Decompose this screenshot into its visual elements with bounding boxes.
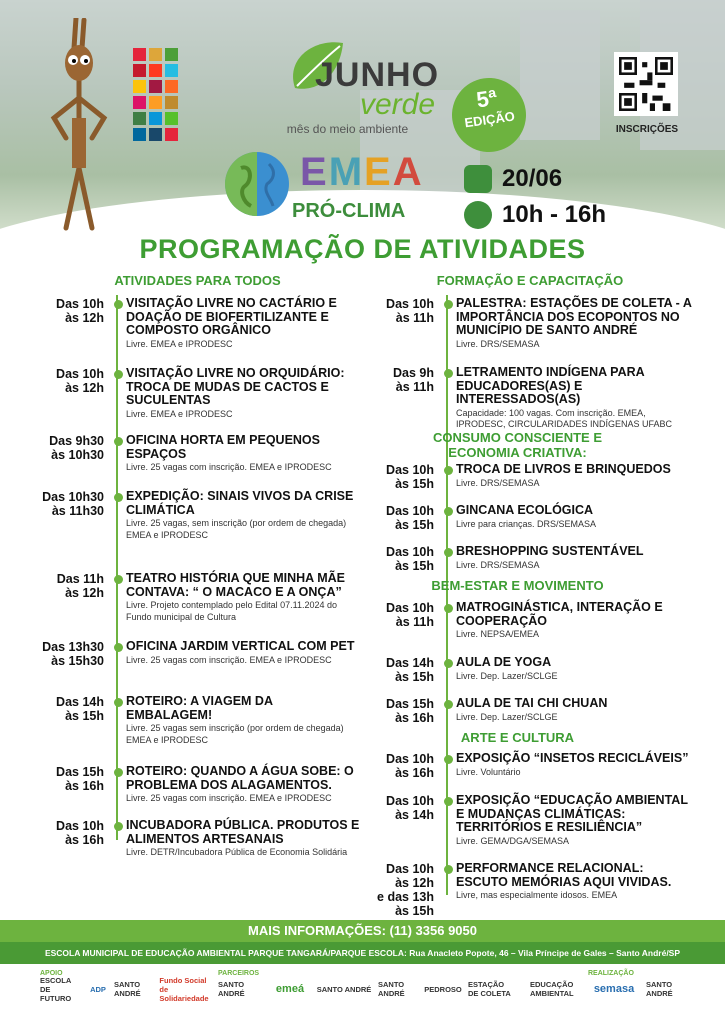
- qr-code[interactable]: [614, 52, 678, 116]
- event-title: VISITAÇÃO LIVRE NO ORQUIDÁRIO: TROCA DE MUDAS DE CACTOS E SUCULENTAS: [126, 366, 345, 407]
- page-title: PROGRAMAÇÃO DE ATIVIDADES: [139, 234, 586, 264]
- event-body: [456, 601, 696, 641]
- event-time-line: Das 15h: [56, 765, 104, 779]
- event-time-line: às 12h: [65, 311, 104, 325]
- event-title: OFICINA HORTA EM PEQUENOS ESPAÇOS: [126, 433, 320, 461]
- event-title: AULA DE TAI CHI CHUAN: [456, 696, 608, 710]
- timeline-dot: [444, 797, 453, 806]
- edition-number: 5ª: [474, 84, 499, 113]
- event-title: EXPOSIÇÃO “EDUCAÇÃO AMBIENTAL E MUDANÇAS CLIMÁTICAS: TERRITÓRIOS E RESILIÊNCIA”: [456, 793, 688, 834]
- event-info: Livre. NEPSA/EMEA: [456, 629, 540, 639]
- emea-logo: [300, 150, 424, 195]
- timeline-dot: [114, 575, 123, 584]
- event-title: OFICINA JARDIM VERTICAL COM PET: [126, 639, 355, 653]
- event-info: Livre. 25 vagas com inscrição. EMEA e IPRODESC: [126, 793, 332, 803]
- event-title: BRESHOPPING SUSTENTÁVEL: [456, 544, 644, 558]
- timeline-dot: [114, 437, 123, 446]
- event-time-line: às 12h: [65, 586, 104, 600]
- event-time-line: Das 10h: [386, 862, 434, 876]
- event-body: [126, 572, 361, 623]
- event-time-line: às 16h: [395, 766, 434, 780]
- timeline-dot: [444, 755, 453, 764]
- event-info: Capacidade: 100 vagas. Com inscrição. EMEA, IPRODESC, CIRCULARIDADES INDÍGENAS UFABC: [456, 407, 673, 429]
- city-building: [520, 10, 600, 140]
- subheading-consumo: CONSUMO CONSCIENTE E ECONOMIA CRIATIVA:: [432, 430, 602, 460]
- subheading-bem-estar: BEM-ESTAR E MOVIMENTO: [431, 578, 604, 593]
- edition-label: EDIÇÃO: [463, 108, 516, 131]
- event-info: Livre. DRS/SEMASA: [456, 477, 540, 488]
- event-time-line: às 15h: [395, 904, 434, 918]
- event-body: [126, 640, 361, 666]
- event-time-line: às 12h: [395, 876, 434, 890]
- partner-logo: SANTO ANDRÉ: [114, 980, 141, 998]
- event-title: MATROGINÁSTICA, INTERAÇÃO E COOPERAÇÃO: [456, 600, 663, 628]
- event-body: [126, 819, 361, 859]
- emea-letter: E: [364, 150, 393, 194]
- partner-logo: Fundo Social de Solidariedade: [159, 975, 209, 1003]
- event-time: [350, 656, 434, 684]
- partner-logo: PEDROSO: [424, 984, 462, 994]
- event-title: TEATRO HISTÓRIA QUE MINHA MÃE CONTAVA: “ O MACACO E A ONÇA”: [126, 571, 345, 599]
- partner-logo: SANTO ANDRÉ: [646, 980, 673, 998]
- partner-logo: emeá: [275, 983, 305, 995]
- timeline-dot: [444, 548, 453, 557]
- event-time: [350, 463, 434, 491]
- right-column-heading: FORMAÇÃO E CAPACITAÇÃO: [436, 273, 624, 288]
- event-body: [456, 545, 696, 571]
- event-info: Livre. EMEA e IPRODESC: [126, 338, 233, 349]
- globe-icon: [223, 150, 291, 218]
- event-time-line: Das 10h: [386, 463, 434, 477]
- event-time: [20, 695, 104, 723]
- time-text: 10h - 16h: [502, 201, 607, 228]
- event-body: [456, 504, 696, 530]
- event-time-line: Das 10h: [386, 297, 434, 311]
- event-time-line: às 11h: [395, 311, 434, 325]
- timeline-dot: [114, 300, 123, 309]
- event-time-line: às 16h: [395, 711, 434, 725]
- event-body: [126, 297, 361, 350]
- event-info: Livre. Voluntário: [456, 766, 521, 777]
- realizacao-label: REALIZAÇÃO: [588, 970, 634, 977]
- event-time: [20, 490, 104, 518]
- qr-label: INSCRIÇÕES: [615, 124, 679, 135]
- timeline-dot: [444, 369, 453, 378]
- event-time: [20, 640, 104, 668]
- brand-subtitle: mês do meio ambiente: [286, 122, 409, 136]
- clock-icon: [464, 201, 492, 229]
- subheading-arte: ARTE E CULTURA: [460, 730, 575, 745]
- event-time-line: às 10h30: [51, 448, 104, 462]
- event-time: [20, 297, 104, 325]
- event-time: [20, 367, 104, 395]
- event-info: Livre. DRS/SEMASA: [456, 338, 540, 349]
- event-body: [126, 367, 361, 420]
- event-time: [464, 201, 606, 229]
- event-title: INCUBADORA PÚBLICA. PRODUTOS E ALIMENTOS ARTESANAIS: [126, 818, 360, 846]
- event-time: [350, 697, 434, 725]
- event-body: [456, 366, 696, 431]
- timeline-dot: [114, 493, 123, 502]
- event-body: [456, 297, 696, 350]
- event-time-line: às 14h: [395, 808, 434, 822]
- timeline-dot: [444, 507, 453, 516]
- event-time: [20, 765, 104, 793]
- event-time-line: Das 10h: [386, 545, 434, 559]
- event-body: [126, 695, 361, 746]
- contact-bar: MAIS INFORMAÇÕES: (11) 3356 9050: [0, 920, 725, 942]
- timeline-dot: [444, 659, 453, 668]
- event-body: [126, 434, 361, 474]
- event-info: Livre. GEMA/DGA/SEMASA: [456, 835, 570, 846]
- event-time-line: às 12h: [65, 381, 104, 395]
- event-time-line: Das 10h: [386, 752, 434, 766]
- event-title: GINCANA ECOLÓGICA: [456, 503, 594, 517]
- event-time-line: Das 10h: [386, 794, 434, 808]
- partner-logo: EDUCAÇÃO AMBIENTAL: [530, 980, 574, 998]
- date-text: 20/06: [502, 165, 563, 192]
- event-time-line: Das 10h: [56, 819, 104, 833]
- brand-title: JUNHO: [315, 56, 440, 94]
- timeline-dot: [444, 466, 453, 475]
- event-title: ROTEIRO: A VIAGEM DA EMBALAGEM!: [126, 694, 273, 722]
- event-time-line: às 11h: [395, 380, 434, 394]
- event-info: Livre. Dep. Lazer/SCLGE: [456, 711, 558, 722]
- parceiros-label: PARCEIROS: [218, 970, 260, 977]
- event-title: PERFORMANCE RELACIONAL: ESCUTO MEMÓRIAS AQUI VIVIDAS.: [456, 861, 672, 889]
- event-time-line: às 11h: [395, 615, 434, 629]
- event-time-line: às 15h: [395, 559, 434, 573]
- event-time: [20, 434, 104, 462]
- partner-logo: SANTO ANDRÉ: [316, 984, 372, 994]
- event-body: [126, 490, 361, 541]
- apoio-label: APOIO: [40, 970, 63, 977]
- event-time-line: às 15h30: [51, 654, 104, 668]
- pro-clima-label: PRÓ-CLIMA: [292, 200, 406, 222]
- timeline-dot: [114, 698, 123, 707]
- event-info: Livre. DRS/SEMASA: [456, 559, 540, 570]
- event-time-line: Das 11h: [56, 572, 104, 586]
- event-time-line: às 15h: [65, 709, 104, 723]
- event-time-line: Das 14h: [56, 695, 104, 709]
- event-title: ROTEIRO: QUANDO A ÁGUA SOBE: O PROBLEMA DOS ALAGAMENTOS.: [126, 764, 354, 792]
- event-info: Livre. 25 vagas sem inscrição (por ordem de chegada) EMEA e IPRODESC: [126, 723, 344, 745]
- footer-logos: [0, 964, 725, 1024]
- event-title: PALESTRA: ESTAÇÕES DE COLETA - A IMPORTÂNCIA DOS ECOPONTOS NO MUNICÍPIO DE SANTO ANDRÉ: [456, 296, 692, 337]
- timeline-dot: [114, 822, 123, 831]
- partner-logo: SANTO ANDRÉ: [218, 980, 245, 998]
- partner-logo: ESCOLA DE FUTURO: [40, 975, 72, 1003]
- event-time-line: às 15h: [395, 518, 434, 532]
- event-info: Livre. 25 vagas com inscrição. EMEA e IPRODESC: [126, 462, 332, 472]
- event-info: Livre. 25 vagas, sem inscrição (por ordem de chegada) EMEA e IPRODESC: [126, 518, 347, 540]
- event-body: [456, 463, 696, 489]
- event-time: [350, 862, 434, 918]
- event-time-line: Das 9h30: [49, 434, 104, 448]
- event-info: Livre para crianças. DRS/SEMASA: [456, 518, 597, 529]
- event-info: Livre. Projeto contemplado pelo Edital 07.11.2024 do Fundo municipal de Cultura: [126, 600, 337, 622]
- event-time-line: às 15h: [395, 477, 434, 491]
- event-title: EXPEDIÇÃO: SINAIS VIVOS DA CRISE CLIMÁTICA: [126, 489, 354, 517]
- event-time: [20, 572, 104, 600]
- event-time-line: às 11h30: [51, 504, 104, 518]
- timeline-dot: [114, 370, 123, 379]
- partner-logo: ESTAÇÃO DE COLETA: [468, 980, 511, 998]
- brand-verde: verde: [360, 88, 436, 121]
- partner-logo: ADP: [90, 984, 106, 994]
- timeline-dot: [444, 300, 453, 309]
- emea-letter: M: [328, 150, 365, 194]
- event-time: [350, 504, 434, 532]
- address-bar: ESCOLA MUNICIPAL DE EDUCAÇÃO AMBIENTAL PARQUE TANGARÁ/PARQUE ESCOLA: Rua Anacleto Popote, 46 – Vila Príncipe de Gales – Santo André/SP: [0, 942, 725, 964]
- event-date: [464, 165, 562, 193]
- event-body: [456, 752, 696, 778]
- event-body: [126, 765, 361, 805]
- timeline-dot: [444, 865, 453, 874]
- event-info: Livre. DETR/Incubadora Pública de Economia Solidária: [126, 847, 348, 857]
- event-time-line: Das 10h: [56, 297, 104, 311]
- event-time-line: e das 13h: [377, 890, 434, 904]
- event-info: Livre, mas especialmente idosos. EMEA: [456, 890, 618, 900]
- event-title: AULA DE YOGA: [456, 655, 552, 669]
- partner-logo: SANTO ANDRÉ: [378, 980, 405, 998]
- event-time-line: Das 15h: [386, 697, 434, 711]
- event-body: [456, 697, 696, 723]
- timeline-dot: [114, 768, 123, 777]
- event-time-line: Das 13h30: [42, 640, 104, 654]
- event-title: LETRAMENTO INDÍGENA PARA EDUCADORES(AS) E INTERESSADOS(AS): [456, 365, 645, 406]
- event-time-line: Das 10h30: [42, 490, 104, 504]
- event-body: [456, 656, 696, 682]
- partner-logo: semasa: [593, 983, 635, 995]
- event-time-line: Das 10h: [56, 367, 104, 381]
- event-title: EXPOSIÇÃO “INSETOS RECICLÁVEIS”: [456, 751, 689, 765]
- emea-letter: E: [300, 150, 329, 194]
- event-time-line: às 16h: [65, 833, 104, 847]
- sdg-icons: [133, 48, 178, 141]
- timeline-dot: [114, 643, 123, 652]
- event-title: VISITAÇÃO LIVRE NO CACTÁRIO E DOAÇÃO DE BIOFERTILIZANTE E COMPOSTO ORGÂNICO: [126, 296, 337, 337]
- event-info: Livre. 25 vagas com inscrição. EMEA e IPRODESC: [126, 654, 332, 665]
- emea-letter: A: [392, 150, 424, 194]
- event-time-line: Das 10h: [386, 504, 434, 518]
- event-time: [350, 297, 434, 325]
- event-time-line: Das 9h: [393, 366, 434, 380]
- event-time: [20, 819, 104, 847]
- event-time: [350, 366, 434, 394]
- event-body: [456, 862, 696, 902]
- event-body: [456, 794, 696, 847]
- event-time-line: às 16h: [65, 779, 104, 793]
- event-time: [350, 752, 434, 780]
- event-time: [350, 794, 434, 822]
- timeline-dot: [444, 604, 453, 613]
- event-time-line: às 15h: [395, 670, 434, 684]
- event-time-line: Das 10h: [386, 601, 434, 615]
- event-title: TROCA DE LIVROS E BRINQUEDOS: [456, 462, 671, 476]
- timeline-dot: [444, 700, 453, 709]
- left-column-heading: ATIVIDADES PARA TODOS: [114, 273, 281, 288]
- event-time-line: Das 14h: [386, 656, 434, 670]
- event-info: Livre. Dep. Lazer/SCLGE: [456, 670, 558, 681]
- event-time: [350, 545, 434, 573]
- junho-verde-logo: [255, 38, 445, 138]
- event-time: [350, 601, 434, 629]
- stick-insect-mascot: [44, 18, 114, 233]
- event-info: Livre. EMEA e IPRODESC: [126, 408, 233, 419]
- calendar-icon: [464, 165, 492, 193]
